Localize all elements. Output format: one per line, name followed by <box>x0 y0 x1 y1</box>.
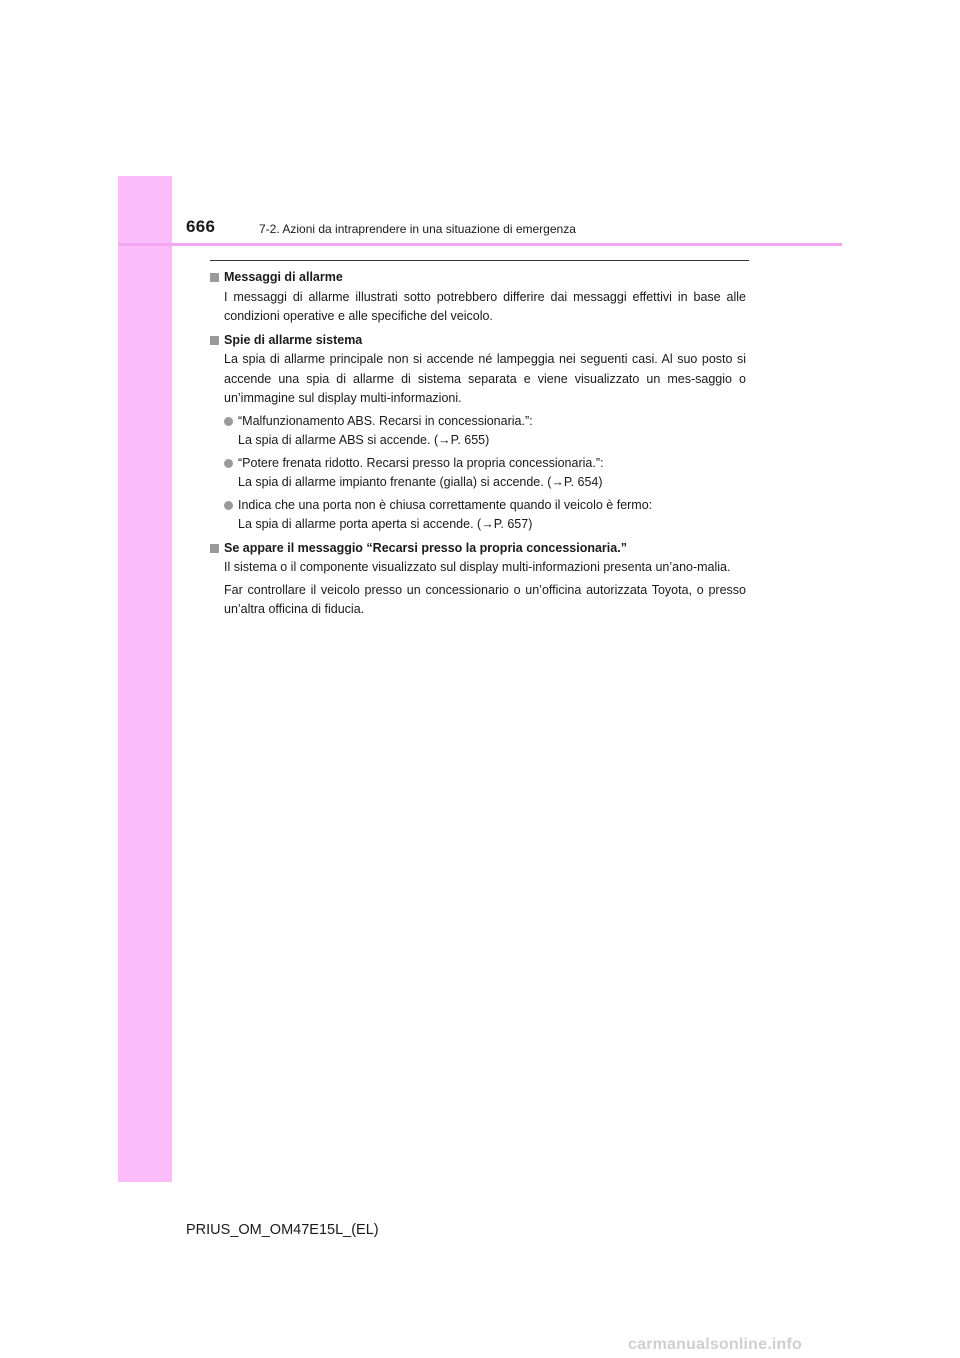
section-heading: Spie di allarme sistema <box>210 331 746 351</box>
square-bullet-icon <box>210 544 219 553</box>
document-code: PRIUS_OM_OM47E15L_(EL) <box>186 1222 379 1238</box>
section-title: 7-2. Azioni da intraprendere in una situazione di emergenza <box>259 222 576 236</box>
side-tab-strip <box>118 176 172 1182</box>
square-bullet-icon <box>210 336 219 345</box>
page-reference-link[interactable]: La spia di allarme impianto frenante (gialla) si accende. (→P. 654) <box>238 475 603 489</box>
circle-bullet-icon <box>224 501 233 510</box>
page-content <box>210 268 746 620</box>
content-top-rule <box>210 260 749 261</box>
list-item: Indica che una porta non è chiusa correttamente quando il veicolo è fermo: La spia di allarme porta aperta si accende. (→P. 657) <box>224 496 746 535</box>
section-heading: Messaggi di allarme <box>210 268 746 288</box>
page-number: 666 <box>186 217 216 236</box>
paragraph: Far controllare il veicolo presso un concessionario o un’officina autorizzata Toyota, o presso un’altra officina di fiducia. <box>224 582 746 616</box>
page-reference-link[interactable]: La spia di allarme ABS si accende. (→P. 655) <box>238 433 490 447</box>
watermark: carmanualsonline.info <box>628 1336 803 1353</box>
paragraph: I messaggi di allarme illustrati sotto potrebbero differire dai messaggi effettivi in base alle condizioni operative e alle specifiche del veicolo. <box>224 289 746 323</box>
section-spie <box>210 331 746 535</box>
paragraph: Il sistema o il componente visualizzato sul display multi-informazioni presenta un’ano-malia. <box>224 560 731 574</box>
section-concessionaria <box>210 539 746 620</box>
section-messaggi <box>210 268 746 327</box>
list-item: “Malfunzionamento ABS. Recarsi in concessionaria.”: La spia di allarme ABS si accende. (→P. 655) <box>224 412 746 451</box>
list-item: “Potere frenata ridotto. Recarsi presso la propria concessionaria.”: La spia di allarme impianto frenante (gialla) si accende. (→P. 654) <box>224 454 746 493</box>
circle-bullet-icon <box>224 417 233 426</box>
header-rule <box>118 243 842 246</box>
section-heading: Se appare il messaggio “Recarsi presso la propria concessionaria.” <box>210 539 746 559</box>
page-reference-link[interactable]: La spia di allarme porta aperta si accende. (→P. 657) <box>238 517 533 531</box>
circle-bullet-icon <box>224 459 233 468</box>
square-bullet-icon <box>210 273 219 282</box>
paragraph: La spia di allarme principale non si accende né lampeggia nei seguenti casi. Al suo posto si accende una spia di allarme di sistema separata e viene visualizzato un mes-saggio o un’immagine sul display multi-informazioni. <box>224 352 746 405</box>
